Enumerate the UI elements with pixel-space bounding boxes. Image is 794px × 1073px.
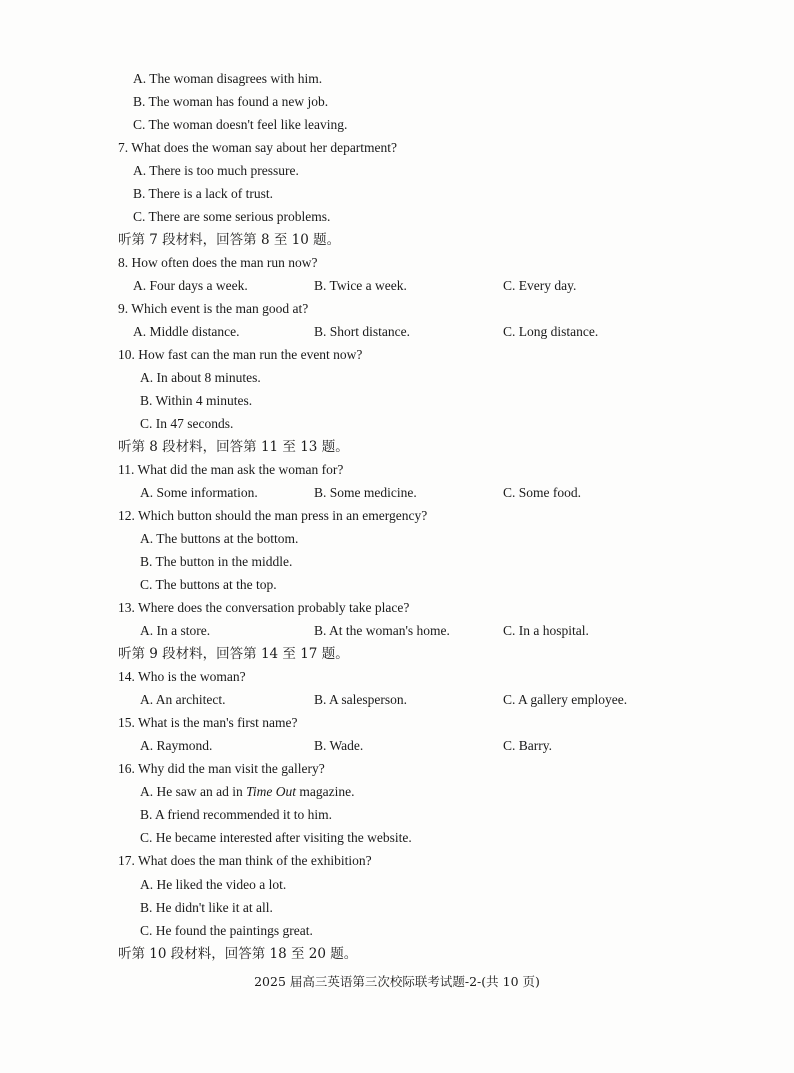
q11-option-b: B. Some medicine.	[314, 485, 417, 500]
q15-option-b: B. Wade.	[314, 738, 364, 753]
q8-option-a: A. Four days a week.	[133, 278, 248, 293]
q11-option-c: C. Some food.	[503, 485, 582, 500]
q7-option-a: A. There is too much pressure.	[133, 163, 299, 178]
q11-question: 11. What did the man ask the woman for?	[118, 462, 344, 477]
q11-option-a: A. Some information.	[140, 485, 258, 500]
q14-option-c: C. A gallery employee.	[503, 692, 628, 707]
q9-option-a: A. Middle distance.	[133, 324, 240, 339]
q16-option-a-prefix: A. He saw an ad in	[140, 784, 247, 799]
q16-option-c: C. He became interested after visiting the website.	[140, 830, 412, 845]
q12-option-a: A. The buttons at the bottom.	[140, 531, 299, 546]
q16-magazine-title: Time Out	[246, 784, 296, 799]
q16-question: 16. Why did the man visit the gallery?	[118, 761, 325, 776]
section-7-heading: 听第 7 段材料，回答第 8 至 10 题。	[118, 232, 341, 248]
q17-option-b: B. He didn't like it at all.	[140, 900, 273, 915]
q14-question: 14. Who is the woman?	[118, 669, 246, 684]
q17-question: 17. What does the man think of the exhibition?	[118, 853, 372, 868]
section-8-heading: 听第 8 段材料，回答第 11 至 13 题。	[118, 439, 349, 455]
q8-option-c: C. Every day.	[503, 278, 577, 293]
q16-option-a	[140, 783, 354, 801]
q13-question: 13. Where does the conversation probably take place?	[118, 600, 410, 615]
q9-option-b: B. Short distance.	[314, 324, 410, 339]
q15-option-c: C. Barry.	[503, 738, 552, 753]
q10-option-a: A. In about 8 minutes.	[140, 370, 261, 385]
q10-option-c: C. In 47 seconds.	[140, 416, 234, 431]
q13-option-a: A. In a store.	[140, 623, 211, 638]
q6-option-a: A. The woman disagrees with him.	[133, 71, 323, 86]
q13-option-c: C. In a hospital.	[503, 623, 589, 638]
q9-option-c: C. Long distance.	[503, 324, 599, 339]
q14-option-a: A. An architect.	[140, 692, 226, 707]
q17-option-c: C. He found the paintings great.	[140, 923, 313, 938]
q10-option-b: B. Within 4 minutes.	[140, 393, 253, 408]
q17-option-a: A. He liked the video a lot.	[140, 877, 287, 892]
q13-option-b: B. At the woman's home.	[314, 623, 450, 638]
q8-option-b: B. Twice a week.	[314, 278, 407, 293]
q7-question: 7. What does the woman say about her department?	[118, 140, 398, 155]
q10-question: 10. How fast can the man run the event now?	[118, 347, 363, 362]
q12-option-c: C. The buttons at the top.	[140, 577, 277, 592]
section-10-heading: 听第 10 段材料，回答第 18 至 20 题。	[118, 946, 358, 962]
q14-option-b: B. A salesperson.	[314, 692, 407, 707]
q7-option-c: C. There are some serious problems.	[133, 209, 331, 224]
q6-option-c: C. The woman doesn't feel like leaving.	[133, 117, 348, 132]
q7-option-b: B. There is a lack of trust.	[133, 186, 273, 201]
q12-question: 12. Which button should the man press in an emergency?	[118, 508, 428, 523]
q15-question: 15. What is the man's first name?	[118, 715, 298, 730]
q16-option-a-suffix: magazine.	[296, 784, 355, 799]
section-9-heading: 听第 9 段材料，回答第 14 至 17 题。	[118, 646, 349, 662]
q16-option-b: B. A friend recommended it to him.	[140, 807, 332, 822]
q15-option-a: A. Raymond.	[140, 738, 213, 753]
q6-option-b: B. The woman has found a new job.	[133, 94, 329, 109]
page-footer: 2025 届高三英语第三次校际联考试题-2-(共 10 页)	[254, 974, 540, 989]
q9-question: 9. Which event is the man good at?	[118, 301, 309, 316]
q8-question: 8. How often does the man run now?	[118, 255, 318, 270]
q12-option-b: B. The button in the middle.	[140, 554, 293, 569]
